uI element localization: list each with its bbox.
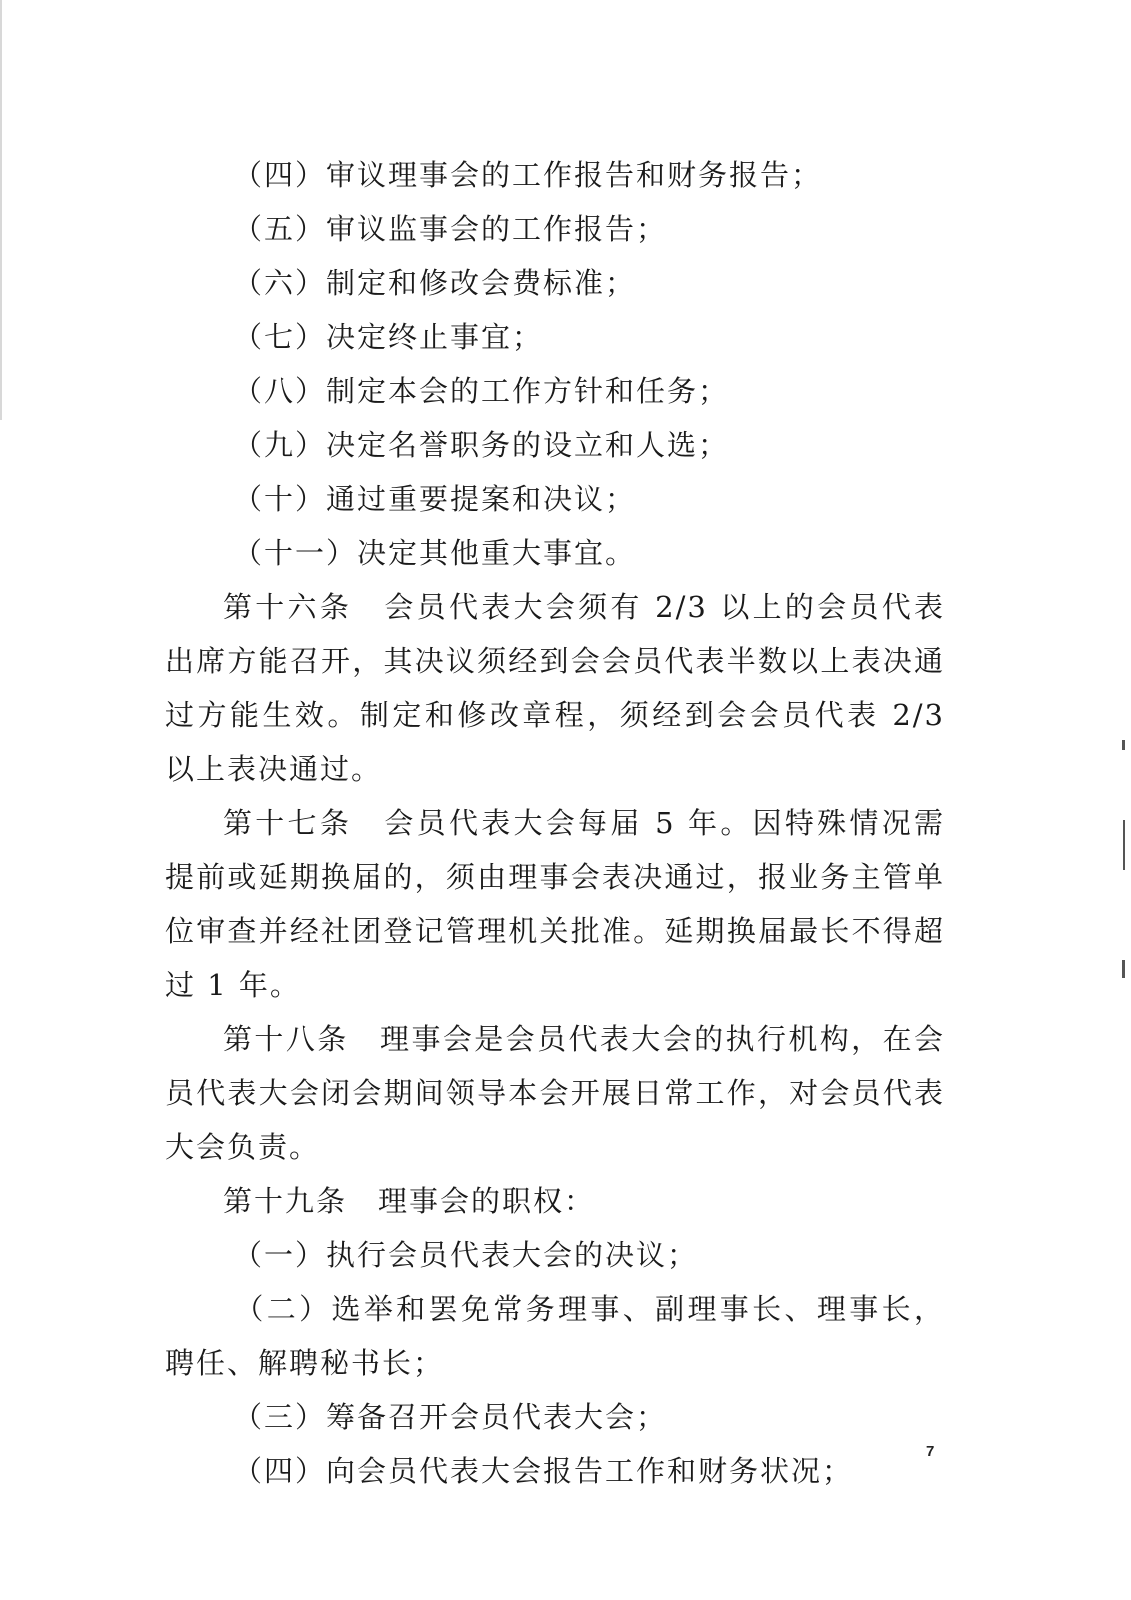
list-item: （四）向会员代表大会报告工作和财务状况； (233, 1454, 854, 1488)
page-number: 7 (926, 1443, 935, 1460)
document-body (165, 148, 945, 1498)
scan-mark (1123, 820, 1125, 870)
list-item: （六）制定和修改会费标准； (233, 266, 637, 300)
list-item: （五）审议监事会的工作报告； (233, 212, 668, 246)
list-item: （十一）决定其他重大事宜。 (233, 536, 637, 570)
list-item: （十）通过重要提案和决议； (233, 482, 637, 516)
list-item (165, 1282, 945, 1390)
article-16: 第十六条 会员代表大会须有 2/3 以上的会员代表出席方能召开，其决议须经到会会员代表半数以上表决通过方能生效。制定和修改章程，须经到会会员代表 2/3 以上表决通过。 (165, 590, 945, 786)
list-item-text: （二）选举和罢免常务理事、副理事长、理事长，聘任、解聘秘书长； (165, 1292, 945, 1380)
article-18: 第十八条 理事会是会员代表大会的执行机构，在会员代表大会闭会期间领导本会开展日常工作，对会员代表大会负责。 (165, 1022, 945, 1164)
list-item: （九）决定名誉职务的设立和人选； (233, 428, 730, 462)
list-item: （七）决定终止事宜； (233, 320, 544, 354)
list-item: （四）审议理事会的工作报告和财务报告； (233, 158, 823, 192)
list-item: （八）制定本会的工作方针和任务； (233, 374, 730, 408)
scan-edge (0, 0, 2, 420)
scan-mark (1122, 960, 1125, 978)
list-item: （一）执行会员代表大会的决议； (233, 1238, 699, 1272)
scan-mark (1122, 740, 1125, 750)
article-19: 第十九条 理事会的职权： (223, 1184, 596, 1218)
article-17: 第十七条 会员代表大会每届 5 年。因特殊情况需提前或延期换届的，须由理事会表决通过，报业务主管单位审查并经社团登记管理机关批准。延期换届最长不得超过 1 年。 (165, 806, 945, 1002)
list-item: （三）筹备召开会员代表大会； (233, 1400, 668, 1434)
